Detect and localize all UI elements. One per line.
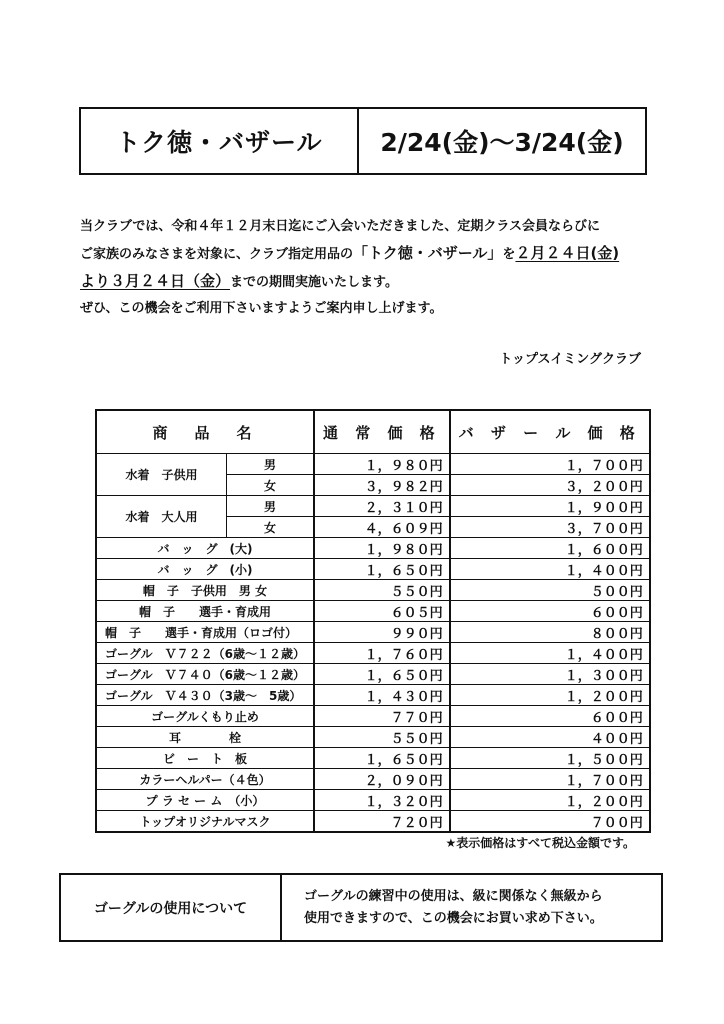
table-header-row	[96, 410, 650, 454]
sale-price: １，４００円	[450, 643, 650, 664]
regular-price: ２，３１０円	[314, 496, 450, 517]
regular-price: ２，０９０円	[314, 769, 450, 790]
regular-price: １，７６０円	[314, 643, 450, 664]
product-name: カラーヘルパー（４色）	[96, 769, 314, 790]
page-title: トク徳・バザール	[81, 109, 359, 173]
sale-price: ７００円	[450, 811, 650, 833]
sale-price: １，７００円	[450, 769, 650, 790]
sale-price: ８００円	[450, 622, 650, 643]
product-name: トップオリジナルマスク	[96, 811, 314, 833]
product-name: 水着 子供用	[96, 454, 227, 496]
header-product-name: 商 品 名	[96, 410, 314, 454]
regular-price: １，４３０円	[314, 685, 450, 706]
product-name: バ ッ グ (小)	[96, 559, 314, 580]
sale-price: １，２００円	[450, 790, 650, 811]
price-table	[95, 409, 651, 833]
table-row	[96, 601, 650, 622]
table-row	[96, 622, 650, 643]
table-row	[96, 643, 650, 664]
table-row	[96, 769, 650, 790]
sale-price: ３，２００円	[450, 475, 650, 496]
product-name: ゴーグル Ｖ７２２（6歳～１２歳）	[96, 643, 314, 664]
sale-price: ６００円	[450, 601, 650, 622]
table-row	[96, 538, 650, 559]
regular-price: ７７０円	[314, 706, 450, 727]
product-name: ゴーグル Ｖ７４０（6歳～１２歳）	[96, 664, 314, 685]
table-row	[96, 664, 650, 685]
regular-price: ３，９８２円	[314, 475, 450, 496]
tax-note: ★表示価格はすべて税込金額です。	[445, 836, 635, 850]
intro-line-2c: を	[502, 247, 516, 262]
regular-price: ４，６０９円	[314, 517, 450, 538]
start-date: ２月２４日(金)	[515, 244, 620, 262]
regular-price: １，９８０円	[314, 454, 450, 475]
product-name: 帽 子 選手・育成用	[96, 601, 314, 622]
sale-price: ６００円	[450, 706, 650, 727]
table-row	[96, 811, 650, 833]
sale-price: １，７００円	[450, 454, 650, 475]
intro-line-3b: までの期間実施いたします。	[230, 275, 398, 290]
header-regular-price: 通 常 価 格	[314, 410, 450, 454]
table-row	[96, 496, 650, 517]
intro-text	[80, 214, 680, 322]
regular-price: ６０５円	[314, 601, 450, 622]
table-row	[96, 580, 650, 601]
goggle-notice-line-2: 使用できますので、この機会にお買い求め下さい。	[304, 910, 603, 926]
product-variant: 男	[227, 454, 315, 475]
regular-price: １，９８０円	[314, 538, 450, 559]
regular-price: ７２０円	[314, 811, 450, 833]
product-name: 水着 大人用	[96, 496, 227, 538]
sale-price: １，９００円	[450, 496, 650, 517]
product-variant: 女	[227, 475, 315, 496]
product-name: プ ラ セ ー ム （小）	[96, 790, 314, 811]
goggle-notice-title: ゴーグルの使用について	[61, 875, 282, 940]
product-variant: 男	[227, 496, 315, 517]
intro-line-1: 当クラブでは、令和４年１２月末日迄にご入会いただきました、定期クラス会員ならびに	[80, 219, 601, 234]
table-row	[96, 685, 650, 706]
event-name: 「トク徳・バザール」	[353, 244, 503, 262]
regular-price: １，６５０円	[314, 559, 450, 580]
product-name: ゴーグル Ｖ４３０（3歳～ 5歳）	[96, 685, 314, 706]
club-name: トップスイミングクラブ	[499, 352, 641, 367]
end-date: より３月２４日（金）	[80, 272, 231, 290]
sale-price: １，３００円	[450, 664, 650, 685]
sale-period: 2/24(金)～3/24(金)	[380, 128, 624, 157]
sale-price: １，２００円	[450, 685, 650, 706]
regular-price: ５５０円	[314, 727, 450, 748]
goggle-notice-line-1: ゴーグルの練習中の使用は、級に関係なく無級から	[304, 888, 603, 904]
table-row	[96, 748, 650, 769]
intro-line-3	[80, 268, 680, 296]
sale-price: １，４００円	[450, 559, 650, 580]
table-row	[96, 559, 650, 580]
table-row	[96, 454, 650, 475]
table-row	[96, 790, 650, 811]
sale-price: １，５００円	[450, 748, 650, 769]
table-row	[96, 727, 650, 748]
product-name: ビ ー ト 板	[96, 748, 314, 769]
regular-price: １，６５０円	[314, 748, 450, 769]
header-sale-price: バ ザ ー ル 価 格	[450, 410, 650, 454]
header-box	[79, 107, 647, 175]
product-variant: 女	[227, 517, 315, 538]
product-name: 帽 子 選手・育成用（ロゴ付）	[96, 622, 314, 643]
product-name: ゴーグルくもり止め	[96, 706, 314, 727]
sale-price: ３，７００円	[450, 517, 650, 538]
product-name: 耳 栓	[96, 727, 314, 748]
table-row	[96, 706, 650, 727]
regular-price: ５５０円	[314, 580, 450, 601]
goggle-notice	[59, 873, 663, 942]
goggle-notice-body	[282, 875, 661, 940]
product-name: 帽 子 子供用 男 女	[96, 580, 314, 601]
regular-price: １，３２０円	[314, 790, 450, 811]
sale-price: １，６００円	[450, 538, 650, 559]
intro-line-4: ぜひ、この機会をご利用下さいますようご案内申し上げます。	[80, 301, 443, 316]
intro-line-2a: ご家族のみなさまを対象に、クラブ指定用品の	[80, 247, 354, 262]
sale-price: ５００円	[450, 580, 650, 601]
intro-line-2	[80, 240, 680, 268]
regular-price: １，６５０円	[314, 664, 450, 685]
sale-price: ４００円	[450, 727, 650, 748]
product-name: バ ッ グ (大)	[96, 538, 314, 559]
regular-price: ９９０円	[314, 622, 450, 643]
